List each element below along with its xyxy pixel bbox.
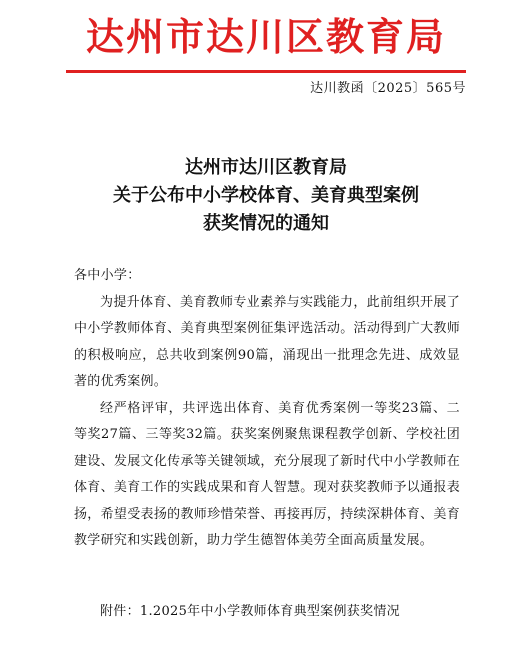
header-org-title: 达州市达川区教育局: [85, 15, 446, 59]
body-paragraph-1: 为提升体育、美育教师专业素养与实践能力，此前组织开展了中小学教师体育、美育典型案例征集评选活动。活动得到广大教师的积极响应，总共收到案例90篇，涌现出一批理念先进、成效显著的优秀案例。: [74, 294, 460, 389]
salutation: 各中小学：: [74, 268, 141, 283]
body-paragraph-2: 经严格评审，共评选出体育、美育优秀案例一等奖23篇、二等奖27篇、三等奖32篇。获奖案例聚焦课程教学创新、学校社团建设、发展文化传承等关键领域，充分展现了新时代中小学教师在体育、美育工作的实践成果和育人智慧。现对获奖教师予以通报表扬，希望受表扬的教师珍惜荣誉、再接再厉，持续深耕体育、美育教学研究和实践创新，助力学生德智体美劳全面高质量发展。: [74, 400, 460, 548]
attachment-line: 附件：1.2025年中小学教师体育典型案例获奖情况: [100, 604, 400, 619]
notice-title-line-2: 关于公布中小学校体育、美育典型案例: [113, 185, 419, 206]
document-number: 达川教函〔2025〕565号: [310, 81, 466, 96]
notice-title-line-3: 获奖情况的通知: [203, 213, 329, 234]
notice-title-line-1: 达州市达川区教育局: [185, 157, 347, 178]
header-red-rule: [66, 70, 466, 73]
notice-title: [0, 154, 532, 238]
notice-body: [74, 263, 460, 555]
